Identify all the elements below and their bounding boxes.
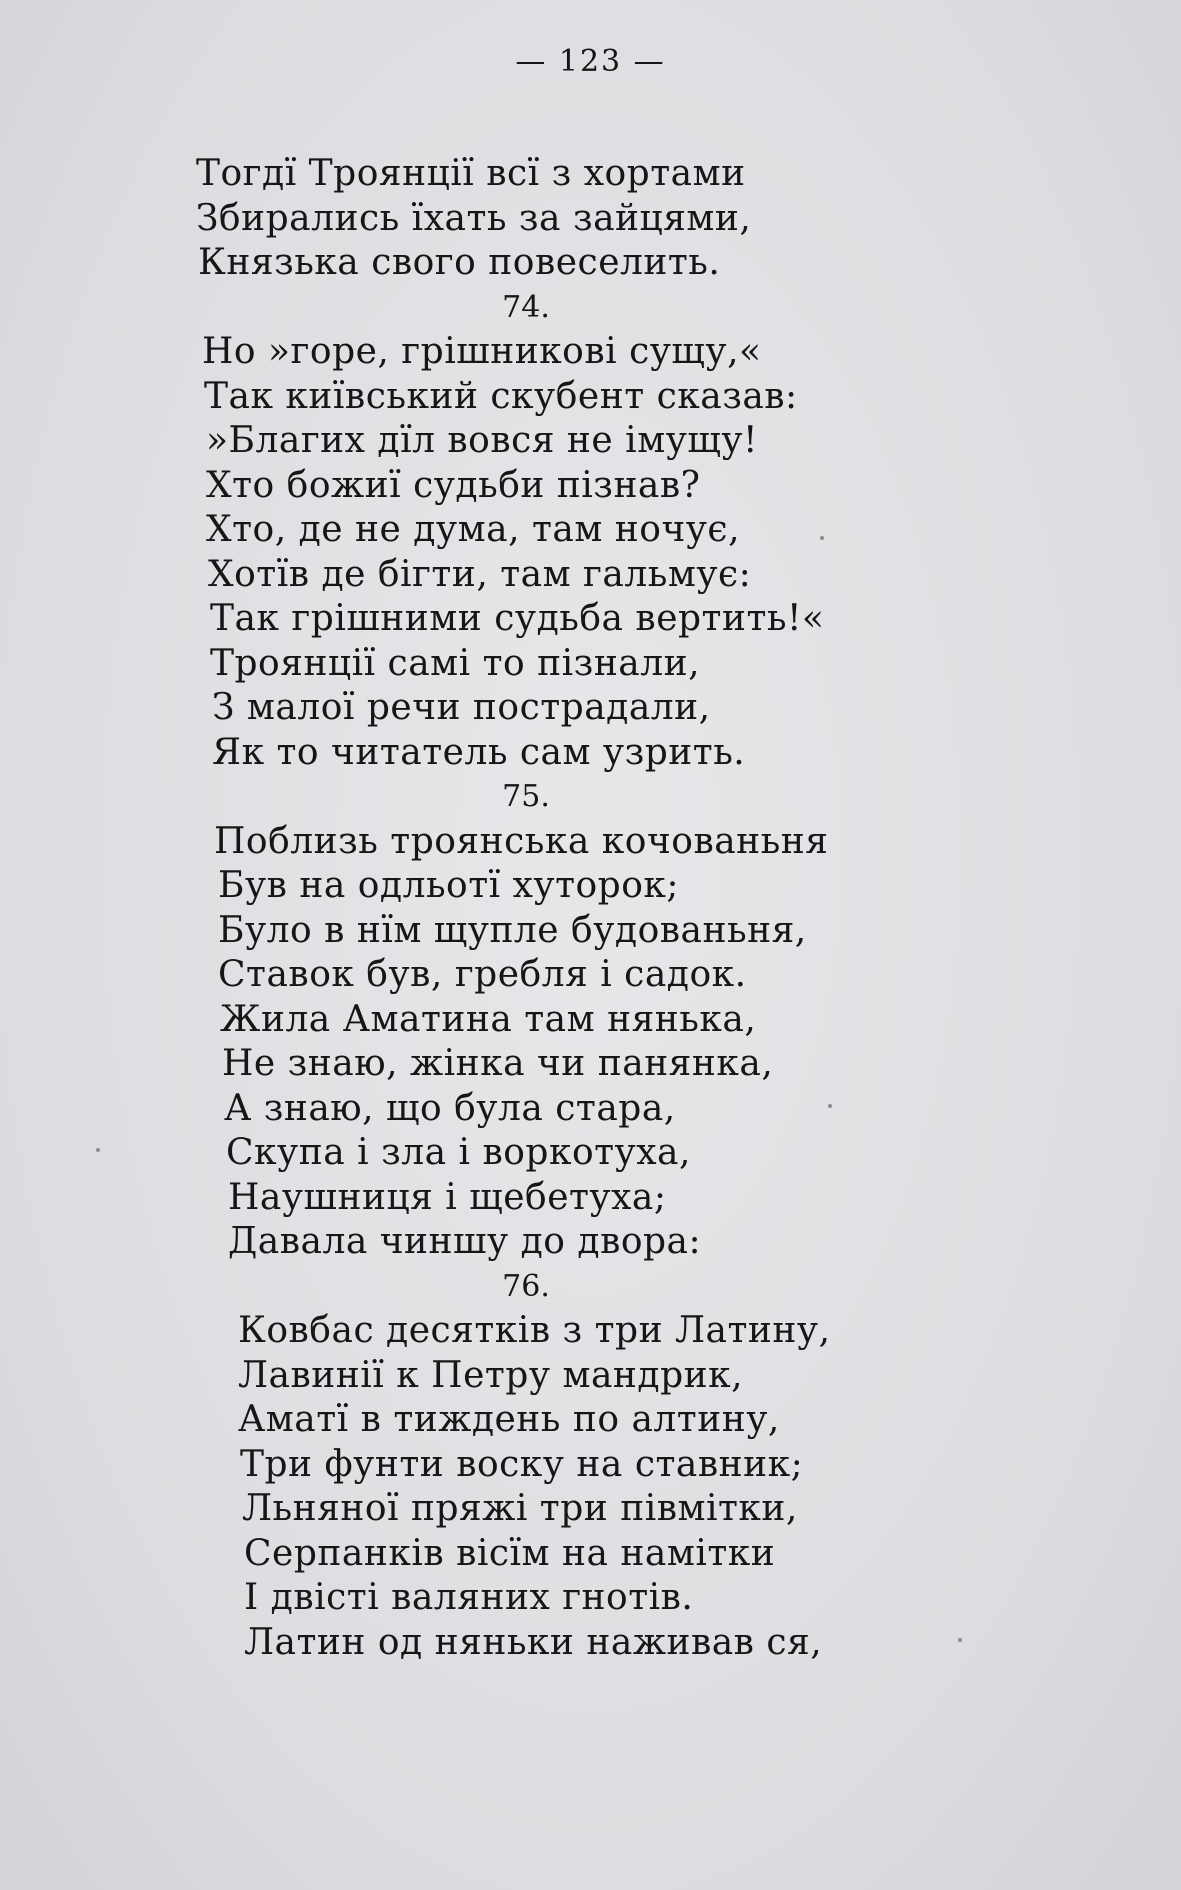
poem-line: Лавинії к Петру мандрик, bbox=[238, 1354, 744, 1396]
paper-speck bbox=[828, 1104, 832, 1108]
poem-line: Як то читатель сам узрить. bbox=[212, 731, 746, 773]
poem-line: Но »горе, грішникові сущу,« bbox=[202, 331, 762, 372]
poem-line: Серпанків вісїм на намітки bbox=[244, 1532, 776, 1574]
poem-line: А знаю, що була стара, bbox=[224, 1087, 676, 1129]
poem-line: Поблизь троянська кочованьня bbox=[214, 820, 829, 862]
poem-line: Князька свого повеселить. bbox=[198, 242, 721, 283]
poem-line: Давала чиншу до двора: bbox=[228, 1221, 702, 1262]
poem-line: Хотїв де бігти, там гальмує: bbox=[208, 553, 752, 595]
poem-line: Наушниця і щебетуха; bbox=[228, 1176, 667, 1218]
poem-line: Аматї в тиждень по алтину, bbox=[238, 1399, 780, 1440]
poem-line: Ставок був, гребля і садок. bbox=[218, 954, 747, 995]
stanza-number: 76. bbox=[502, 1268, 550, 1304]
poem-line: Не знаю, жінка чи панянка, bbox=[222, 1043, 774, 1084]
poem-line: Жила Аматина там нянька, bbox=[220, 998, 757, 1040]
poem-line: »Благих дїл вовся не імущу! bbox=[206, 420, 758, 461]
poem-line: Скупа і зла і воркотуха, bbox=[226, 1132, 691, 1173]
page-number: — 123 — bbox=[515, 44, 666, 79]
poem-line: Троянції самі то пізнали, bbox=[210, 642, 701, 684]
poem-line: І двісті валяних гнотів. bbox=[244, 1577, 694, 1618]
poem-line: З малої речи пострадали, bbox=[212, 687, 711, 728]
stanza-number: 75. bbox=[502, 779, 550, 814]
poem-line: Льняної пряжі три півмітки, bbox=[242, 1488, 798, 1529]
poem-line: Був на одльотї хуторок; bbox=[218, 865, 680, 906]
poem-line: Латин од няньки наживав ся, bbox=[244, 1621, 823, 1663]
poem-line: Три фунти воску на ставник; bbox=[240, 1443, 804, 1485]
paper-speck bbox=[958, 1638, 962, 1642]
poem-line: Хто божиї судьби пізнав? bbox=[206, 464, 701, 506]
poem-line: Так грішними судьба вертить!« bbox=[210, 598, 825, 639]
paper-speck bbox=[820, 536, 824, 540]
poem-line: Збирались їхать за зайцями, bbox=[196, 197, 752, 239]
poem-text bbox=[196, 152, 1076, 1665]
poem-line: Було в нїм щупле будованьня, bbox=[218, 909, 807, 951]
poem-line: Ковбас десятків з три Латину, bbox=[238, 1310, 831, 1351]
poem-line: Тогдї Троянції всї з хортами bbox=[196, 153, 746, 194]
poem-line: Хто, де не дума, там ночує, bbox=[206, 509, 741, 550]
poem-line: Так київський скубент сказав: bbox=[204, 375, 798, 417]
paper-speck bbox=[96, 1148, 100, 1152]
stanza-number: 74. bbox=[502, 289, 550, 325]
